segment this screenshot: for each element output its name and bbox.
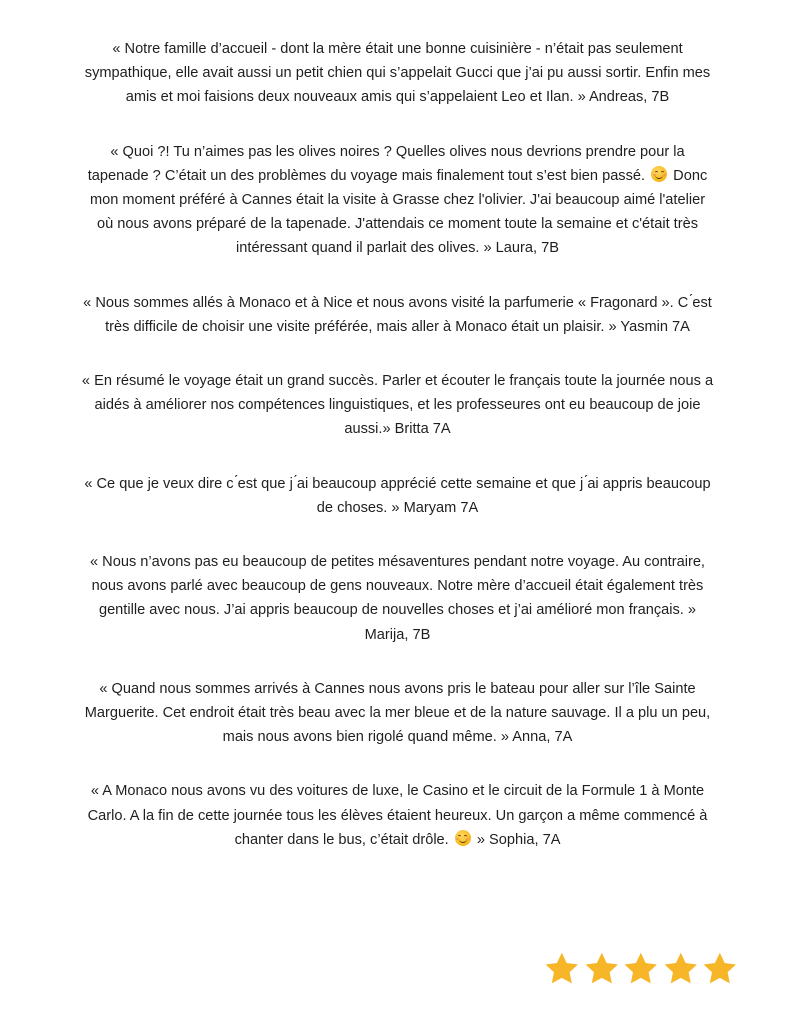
quote-text: « Quand nous sommes arrivés à Cannes nous avons pris le bateau pour aller sur l’île Sainte Marguerite. Cet endroit était très beau avec la mer bleue et de la nature sauvage. Il a plu un peu, mais nous avons bien rigolé quand même. » Anna, 7A	[84, 680, 711, 746]
testimonial-quote	[80, 472, 715, 520]
quote-text: » Sophia, 7A	[472, 831, 561, 848]
quote-text: « Nous sommes allés à Monaco et à Nice et nous avons visité la parfumerie « Fragonard ». C ́est très difficile de choisir une visite préférée, mais aller à Monaco était un plaisir. » Yasmin 7A	[83, 294, 712, 335]
star-icon	[543, 950, 581, 988]
testimonial-quote	[80, 677, 715, 750]
quote-text: « Quoi ?! Tu n’aimes pas les olives noires ? Quelles olives nous devrions prendre pour la tapenade ? C’était un des problèmes du voyage mais finalement tout s’est bien passé.	[87, 143, 685, 184]
smiling-face-icon	[455, 830, 471, 846]
star-icon	[662, 950, 700, 988]
quote-text: Donc mon moment préféré à Cannes était la visite à Grasse chez l'olivier. J'ai beaucoup aimé l'atelier où nous avons préparé de la tapenade. J'attendais ce moment toute la semaine et c'était très intéressant quand il parlait des olives. » Laura, 7B	[89, 167, 708, 257]
quote-text: « A Monaco nous avons vu des voitures de luxe, le Casino et le circuit de la Formule 1 à Monte Carlo. A la fin de cette journée tous les élèves étaient heureux. Un garçon a même commencé à chanter dans le bus, c’était drôle.	[87, 783, 708, 848]
testimonials-list	[80, 37, 715, 882]
testimonial-quote	[80, 291, 715, 339]
quote-text: « Ce que je veux dire c ́est que j ́ai beaucoup apprécié cette semaine et que j ́ai appris beaucoup de choses. » Maryam 7A	[84, 475, 711, 516]
testimonial-quote	[80, 37, 715, 110]
star-icon	[701, 950, 739, 988]
testimonial-quote	[80, 550, 715, 647]
smiling-face-icon	[651, 166, 667, 182]
quote-text: « En résumé le voyage était un grand succès. Parler et écouter le français toute la journée nous a aidés à améliorer nos compétences linguistiques, et les professeures ont eu beaucoup de joie aussi.» Britta 7A	[81, 373, 714, 438]
testimonial-quote	[80, 140, 715, 261]
star-icon	[622, 950, 660, 988]
quote-text: « Notre famille d’accueil - dont la mère était une bonne cuisinière - n’était pas seulement sympathique, elle avait aussi un petit chien qui s’appelait Gucci que j’ai pu aussi sortir. Enfin mes amis et moi faisions deux nouveaux amis qui s’appelaient Leo et Ilan. » Andreas, 7B	[84, 41, 711, 106]
star-rating	[543, 950, 739, 990]
quote-text: « Nous n’avons pas eu beaucoup de petites mésaventures pendant notre voyage. Au contraire, nous avons parlé avec beaucoup de gens nouveaux. Notre mère d’accueil était également très gentille avec nous. J’ai appris beaucoup de nouvelles choses et j’ai amélioré mon français. » Marija, 7B	[90, 554, 705, 643]
testimonial-quote	[80, 369, 715, 442]
testimonial-quote	[80, 779, 715, 852]
star-icon	[583, 950, 621, 988]
